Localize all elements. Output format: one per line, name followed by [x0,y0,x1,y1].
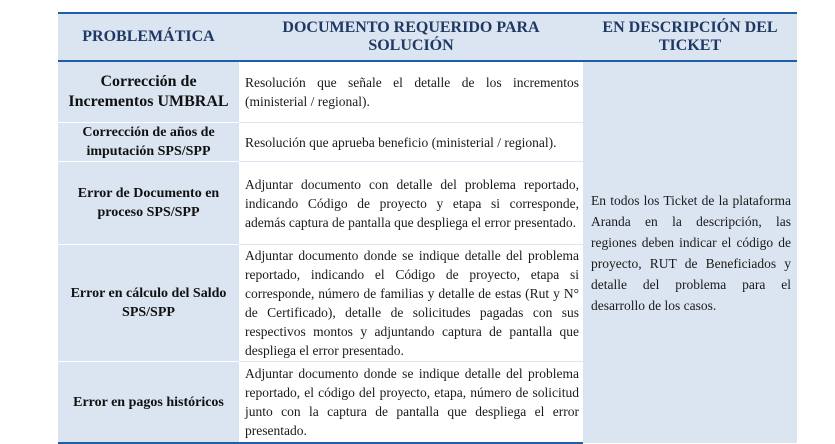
header-problem: PROBLEMÁTICA [58,13,239,61]
row-problem: Corrección de años de imputación SPS/SPP [58,123,239,162]
table-header [58,13,797,61]
header-document: DOCUMENTO REQUERIDO PARA SOLUCIÓN [239,13,583,61]
row-problem: Corrección de Incrementos UMBRAL [58,61,239,123]
requirements-table [58,12,797,444]
row-document: Adjuntar documento con detalle del problema reportado, indicando Código de proyecto y etapa si corresponde, además captura de pantalla que despliega el error presentado. [239,162,583,245]
row-problem: Error de Documento en proceso SPS/SPP [58,162,239,245]
ticket-description: En todos los Ticket de la plataforma Aranda en la descripción, las regiones deben indicar el código de proyecto, RUT de Beneficiados y detalle del problema para el desarrollo de los casos. [583,61,797,443]
row-document: Resolución que señale el detalle de los incrementos (ministerial / regional). [239,61,583,123]
row-problem: Error en cálculo del Saldo SPS/SPP [58,245,239,362]
header-description: EN DESCRIPCIÓN DEL TICKET [583,13,797,61]
row-document: Adjuntar documento donde se indique detalle del problema reportado, indicando el Código de proyecto, etapa si corresponde, número de familias y detalle de estas (Rut y N° de Certificado), detalle de solicitudes pagadas con sus respectivos montos y adjuntando captura de pantalla que despliega el error presentado. [239,245,583,362]
table-row [58,61,797,123]
requirements-table-container [58,12,797,444]
row-document: Resolución que aprueba beneficio (ministerial / regional). [239,123,583,162]
row-problem: Error en pagos históricos [58,362,239,444]
row-document: Adjuntar documento donde se indique detalle del problema reportado, el código del proyecto, etapa, número de solicitud junto con la captura de pantalla que despliega el error presentado. [239,362,583,444]
